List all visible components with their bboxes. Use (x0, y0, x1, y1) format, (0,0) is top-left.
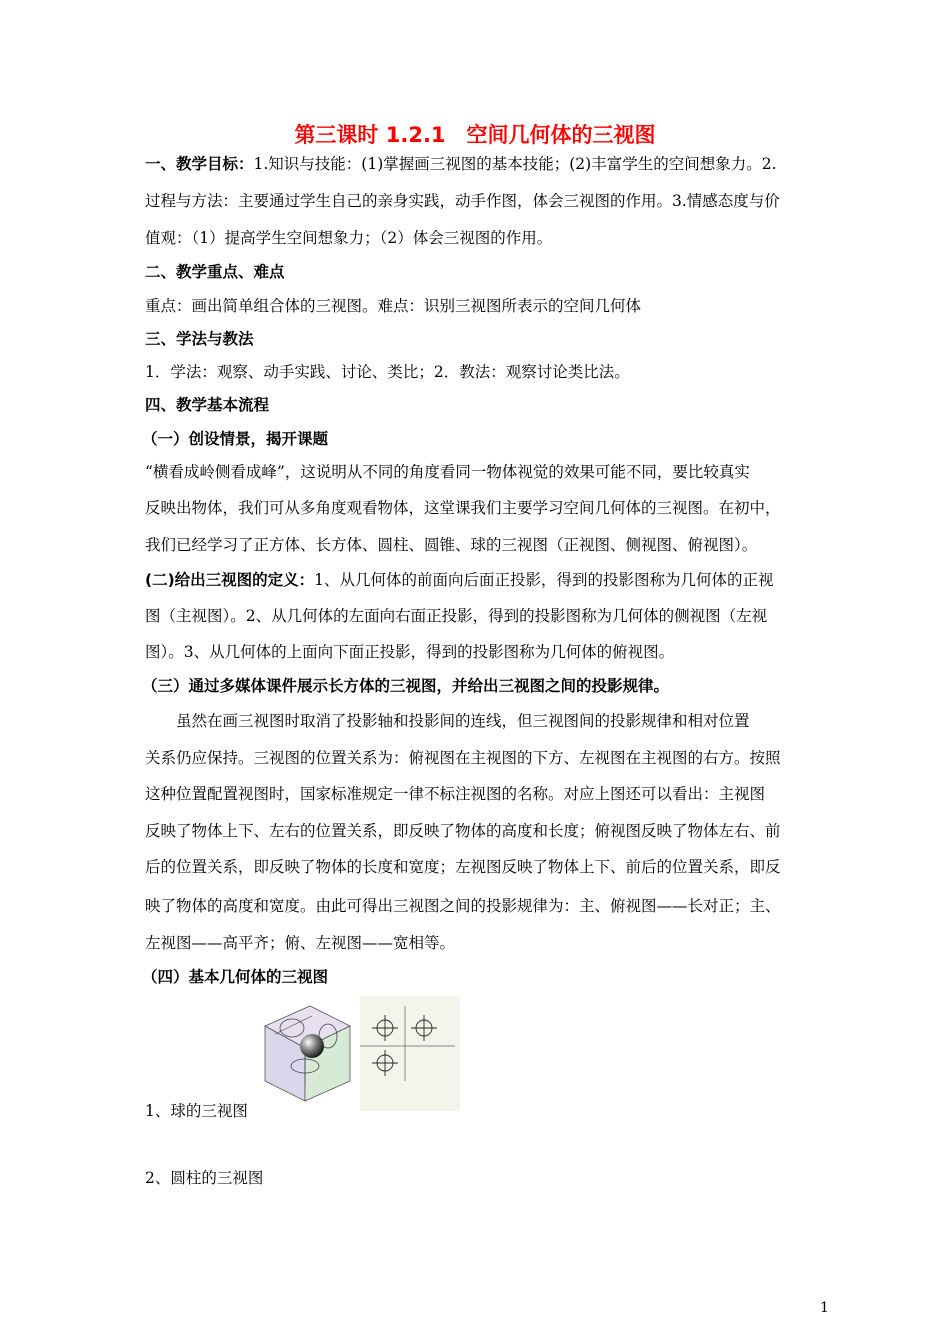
part2-line-2: 图（主视图）。2、从几何体的左面向右面正投影，得到的投影图称为几何体的侧视图（左视 (145, 607, 768, 625)
part3-line-7: 左视图——高平齐；俯、左视图——宽相等。 (145, 934, 456, 952)
document-title: 第三课时 1.2.1 空间几何体的三视图 (294, 123, 656, 147)
keypoints-text: 重点：画出简单组合体的三视图。难点：识别三视图所表示的空间几何体 (145, 297, 642, 315)
sphere-three-views-figure (250, 996, 460, 1111)
page-number: 1 (820, 1300, 829, 1316)
goals-line-1 (145, 154, 777, 174)
part2-line-1 (145, 570, 774, 590)
part3-line-2: 关系仍应保持。三视图的位置关系为：俯视图在主视图的下方、左视图在主视图的右方。按照 (145, 749, 781, 767)
part2-heading: (二)给出三视图的定义： (145, 571, 315, 589)
goals-line-3: 值观：（1）提高学生空间想象力；（2）体会三视图的作用。 (145, 229, 553, 247)
item-sphere: 1、球的三视图 (145, 1102, 248, 1120)
sphere-icon (300, 1034, 324, 1058)
part2-line-3: 图）。3、从几何体的上面向下面正投影，得到的投影图称为几何体的俯视图。 (145, 643, 675, 661)
item-cylinder: 2、圆柱的三视图 (145, 1169, 264, 1187)
keypoints-heading: 二、教学重点、难点 (145, 263, 285, 281)
part1-line-2: 反映出物体，我们可从多角度观看物体，这堂课我们主要学习空间几何体的三视图。在初中， (145, 499, 781, 517)
part4-heading: （四）基本几何体的三视图 (142, 968, 329, 986)
goals-heading: 一、教学目标： (145, 155, 254, 173)
part3-line-5: 后的位置关系，即反映了物体的长度和宽度；左视图反映了物体上下、前后的位置关系，即反 (145, 858, 781, 876)
part1-line-1: “横看成岭侧看成峰”，这说明从不同的角度看同一物体视觉的效果可能不同，要比较真实 (145, 463, 750, 481)
goals-line-2: 过程与方法：主要通过学生自己的亲身实践，动手作图，体会三视图的作用。3.情感态度与价 (145, 192, 780, 210)
part2-text-1: 1、从几何体的前面向后面正投影，得到的投影图称为几何体的正视 (314, 571, 774, 589)
part3-line-3: 这种位置配置视图时，国家标准规定一律不标注视图的名称。对应上图还可以看出：主视图 (145, 785, 766, 803)
goals-text-1: 1.知识与技能：(1)掌握画三视图的基本技能；(2)丰富学生的空间想象力。2. (253, 155, 777, 173)
part1-heading: （一）创设情景，揭开课题 (142, 430, 329, 448)
methods-text: 1．学法：观察、动手实践、讨论、类比；2．教法：观察讨论类比法。 (145, 363, 630, 381)
part3-line-6: 映了物体的高度和宽度。由此可得出三视图之间的投影规律为：主、俯视图——长对正；主、 (145, 897, 781, 915)
part3-line-1: 虽然在画三视图时取消了投影轴和投影间的连线，但三视图间的投影规律和相对位置 (176, 712, 750, 730)
part1-line-3: 我们已经学习了正方体、长方体、圆柱、圆锥、球的三视图（正视图、侧视图、俯视图）。 (145, 536, 758, 554)
part3-line-4: 反映了物体上下、左右的位置关系，即反映了物体的高度和长度；俯视图反映了物体左右、前 (145, 822, 781, 840)
part3-heading: （三）通过多媒体课件展示长方体的三视图，并给出三视图之间的投影规律。 (142, 677, 670, 695)
methods-heading: 三、学法与教法 (145, 330, 254, 348)
flow-heading: 四、教学基本流程 (145, 396, 270, 414)
